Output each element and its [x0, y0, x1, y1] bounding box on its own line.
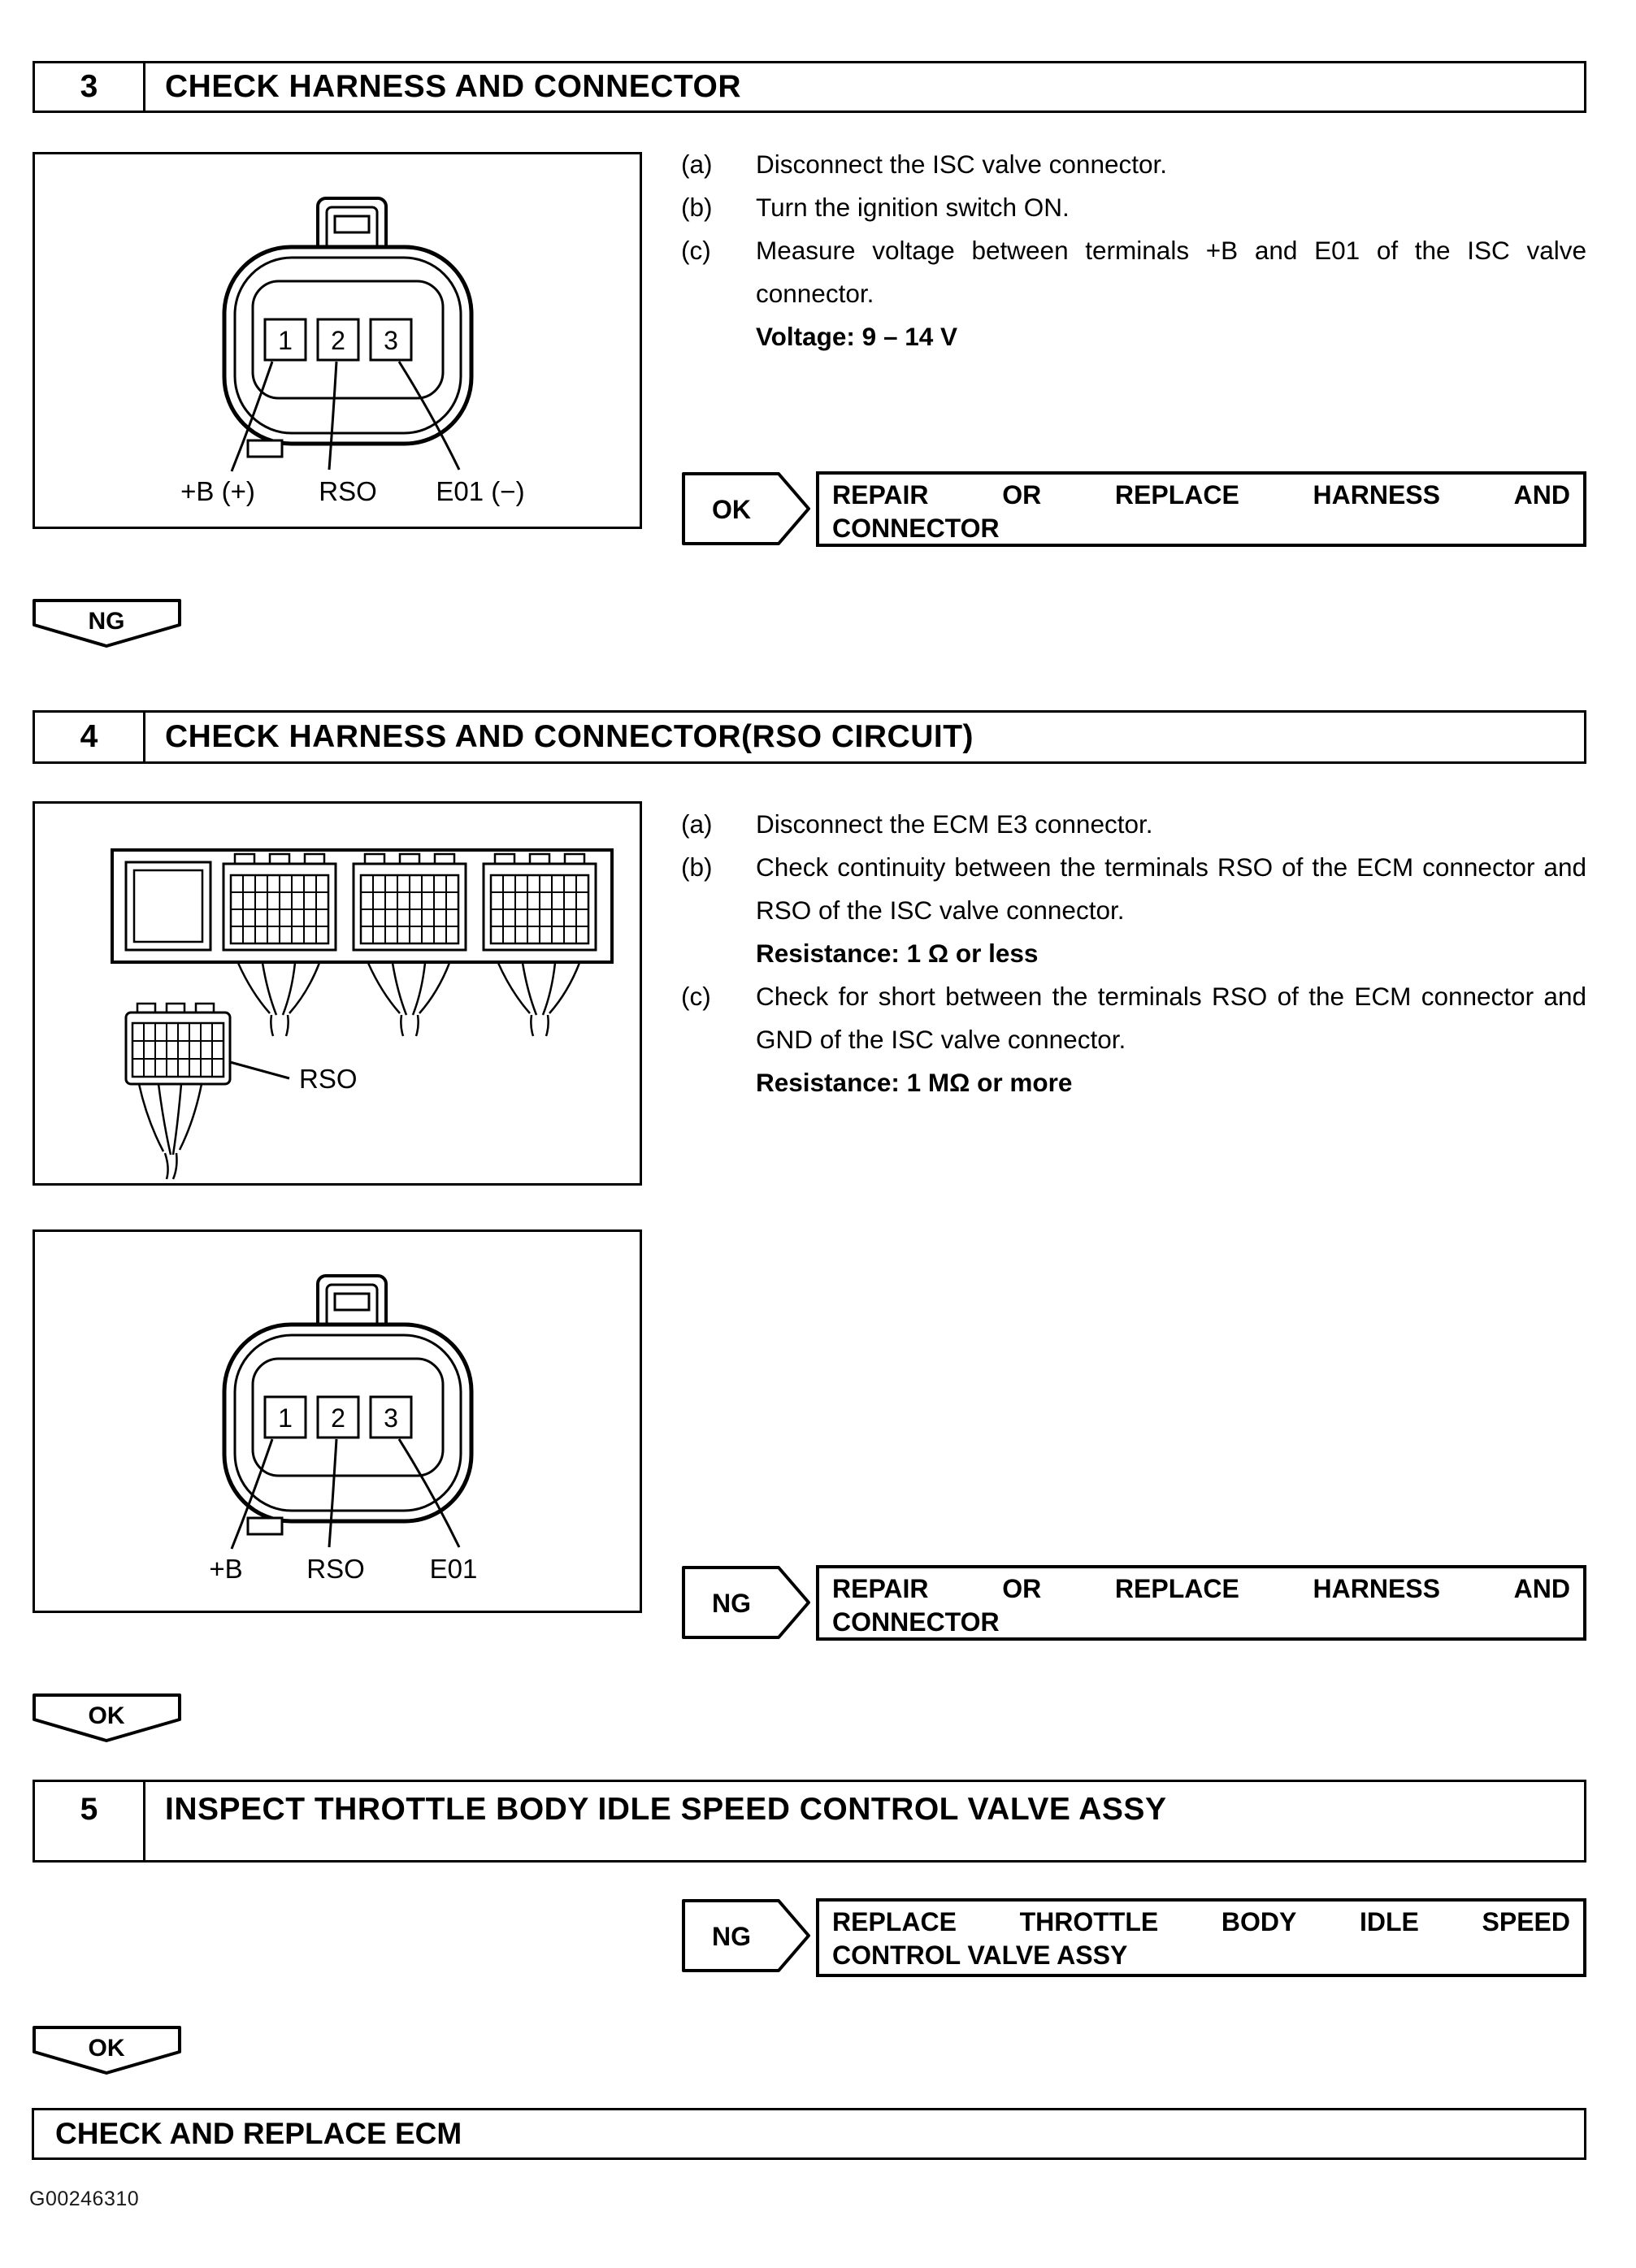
final-action-label: CHECK AND REPLACE ECM [55, 2117, 462, 2150]
item-label: (a) [681, 809, 713, 839]
item-text: Disconnect the ISC valve connector. [756, 150, 1168, 179]
result-line: CONTROL VALVE ASSY [832, 1941, 1128, 1970]
spec-text: Resistance: 1 MΩ or more [756, 1068, 1073, 1097]
result-line: CONNECTOR [832, 1607, 1000, 1637]
step3-result-badge [681, 471, 811, 546]
step5-result-badge [681, 1898, 811, 1973]
step5-flow-arrow [32, 2025, 182, 2075]
figure-id: G00246310 [29, 2188, 140, 2210]
spec-text: Resistance: 1 Ω or less [756, 939, 1039, 968]
item-label: (b) [681, 852, 713, 882]
step3-result-box [816, 471, 1586, 547]
result-line: CONNECTOR [832, 514, 1000, 543]
pin-number: 3 [384, 326, 398, 355]
pin-number: 3 [384, 1403, 398, 1433]
result-line: REPAIR OR REPLACE HARNESS AND [832, 1574, 1570, 1603]
badge-label: NG [712, 1922, 751, 1951]
isc-connector-diagram-1 [35, 154, 640, 527]
item-text: Turn the ignition switch ON. [756, 193, 1070, 222]
instruction-item [681, 975, 1586, 1061]
item-label: (c) [681, 236, 711, 265]
spec-text: Voltage: 9 – 14 V [756, 322, 958, 351]
step3-figure-box [33, 152, 642, 529]
result-line: REPAIR OR REPLACE HARNESS AND [832, 480, 1570, 510]
connector-drawing [224, 198, 471, 457]
step5-title: INSPECT THROTTLE BODY IDLE SPEED CONTROL VALVE ASSY [165, 1792, 1167, 1827]
ecm-terminal-label: RSO [299, 1064, 358, 1094]
terminal-label: RSO [319, 476, 377, 506]
item-text: Measure voltage between terminals +B and E01 of the ISC valve connector. [756, 236, 1586, 308]
pin-number: 2 [331, 1403, 345, 1433]
result-line: REPLACE THROTTLE BODY IDLE SPEED [832, 1907, 1570, 1936]
item-label: (a) [681, 150, 713, 179]
instruction-item [681, 846, 1586, 932]
pin-number: 2 [331, 326, 345, 355]
badge-label: NG [712, 1589, 751, 1618]
step3-title: CHECK HARNESS AND CONNECTOR [165, 69, 742, 104]
step3-flow-arrow [32, 598, 182, 648]
step4-flow-arrow [32, 1693, 182, 1743]
step4-figure-box [33, 1229, 642, 1613]
terminal-label: +B [209, 1554, 243, 1584]
pin-number: 1 [278, 1403, 293, 1433]
item-text: Disconnect the ECM E3 connector. [756, 809, 1153, 839]
step4-ecm-figure-box [33, 801, 642, 1186]
step4-result-badge [681, 1565, 811, 1640]
item-label: (b) [681, 193, 713, 222]
item-text: Check continuity between the terminals RSO of the ECM connector and RSO of the ISC valve connector. [756, 852, 1586, 925]
step3-number: 3 [35, 63, 145, 111]
step4-number: 4 [35, 713, 145, 761]
terminal-label: RSO [306, 1554, 365, 1584]
step4-header [33, 710, 1586, 764]
step3-header [33, 61, 1586, 113]
flow-arrow-label: NG [88, 608, 125, 635]
ecm-connector-diagram [35, 804, 640, 1183]
isc-connector-diagram-2 [35, 1232, 640, 1611]
terminal-label: +B (+) [180, 476, 255, 506]
instruction-item [681, 143, 1586, 186]
step5-number: 5 [35, 1782, 145, 1860]
flow-arrow-label: OK [88, 2035, 125, 2062]
terminal-label: E01 (−) [436, 476, 525, 506]
step4-title: CHECK HARNESS AND CONNECTOR(RSO CIRCUIT) [165, 719, 974, 754]
step3-instructions [681, 143, 1586, 358]
pin-number: 1 [278, 326, 293, 355]
final-action-box [32, 2108, 1586, 2160]
step5-result-box [816, 1898, 1586, 1977]
flow-arrow-label: OK [88, 1702, 125, 1729]
step4-instructions [681, 803, 1586, 1104]
step4-result-box [816, 1565, 1586, 1641]
step5-header [33, 1780, 1586, 1863]
item-text: Check for short between the terminals RSO of the ECM connector and GND of the ISC valve connector. [756, 982, 1586, 1054]
terminal-label: E01 [429, 1554, 478, 1584]
instruction-item [681, 186, 1586, 229]
item-label: (c) [681, 982, 711, 1011]
connector-drawing [224, 1276, 471, 1534]
leader-line [230, 1062, 289, 1078]
badge-label: OK [712, 495, 751, 524]
instruction-item [681, 229, 1586, 315]
ecm-drawing [112, 850, 612, 1084]
instruction-item [681, 803, 1586, 846]
